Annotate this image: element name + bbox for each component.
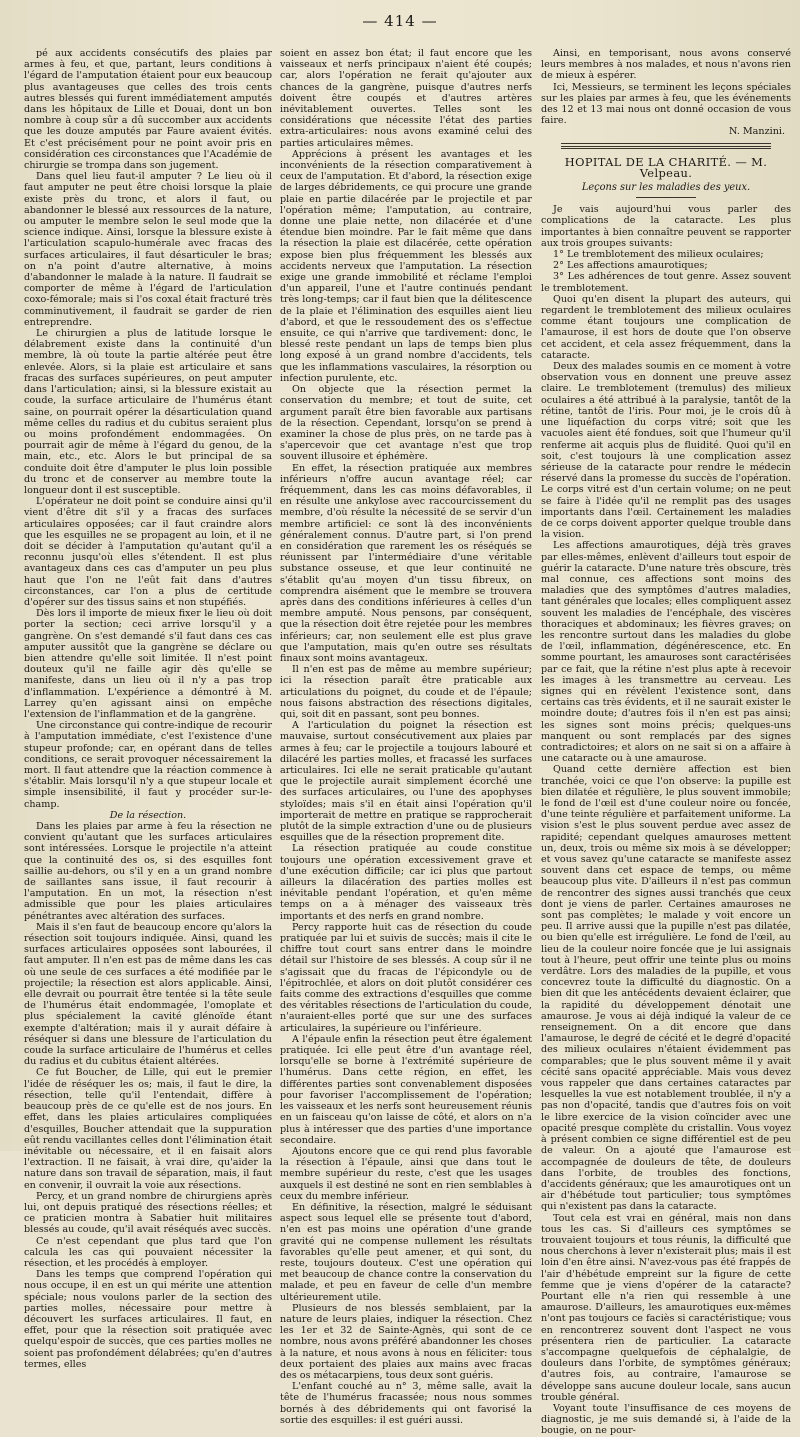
paragraph: Tout cela est vrai en général, mais non dans tous les cas. Si d'ailleurs ces symptômes se trouvaient toujours et tous réunis, la difficulté que nous cherchons à lever n'existerait plus; mais il est loin d'en être ainsi. N'avez-vous pas été frappés de l'air d'hébétude empreint sur la figure de cette femme que je viens d'opérer de la cataracte? Pourtant elle n'a rien qui ressemble à une amaurose. D'ailleurs, les amaurotiques eux-mêmes n'ont pas toujours ce faciès si caractéristique; vous en rencontrerez souvent dont l'aspect ne vous présentera rien de particulier. La cataracte s'accompagne quelquefois de céphalalgie, de douleurs dans l'orbite, de symptômes généraux; d'autres fois, au contraire, l'amaurose se développe sans aucune douleur locale, sans aucun trouble général. — [541, 1212, 791, 1403]
section-title: De la résection. — [109, 809, 187, 821]
list-item: 3° Les adhérences de tout genre. Assez souvent le tremblotement. — [541, 271, 791, 294]
paragraph: Ajoutons encore que ce qui rend plus favorable la résection à l'épaule, ainsi que dans tout le membre supérieur du reste, c'est que les usages auxquels il est destiné ne sont en rien semblables à ceux du membre inférieur. — [280, 1145, 532, 1202]
paragraph: Ici, Messieurs, se terminent les leçons spéciales sur les plaies par armes à feu, que les événements des 12 et 13 mai nous ont donné occasion de vous faire. — [541, 81, 791, 127]
paragraph: A l'épaule enfin la résection peut être également pratiquée. Ici elle peut être d'un avantage réel, lorsqu'elle se borne à l'extrémité supérieure de l'humérus. Dans cette région, en effet, les différentes parties sont convenablement disposées pour favoriser l'accomplissement de l'opération; les vaisseaux et les nerfs sont heureusement réunis en un faisceau qu'on laisse de côté, et alors on n'a plus à intéresser que des parties d'une importance secondaire. — [280, 1033, 532, 1146]
paragraph: Le chirurgien a plus de latitude lorsque le délabrement existe dans la continuité d'un membre, là où toute la partie altérée peut être enlevée. Alors, si la plaie est articulaire et sans fracas des surfaces supérieures, on peut amputer dans l'articulation; ainsi, si la blessure existait au coude, la surface articulaire de l'humérus étant saine, on pourrait opérer la désarticulation quand même celles du radius et du cubitus seraient plus ou moins profondément endommagées. On pourrait agir de même à l'égard du genou, de la main, etc., etc. Alors le but principal de sa conduite doit être d'amputer le plus loin possible du tronc et de conserver au membre toute la longueur dont il est susceptible. — [24, 328, 272, 496]
paragraph: Percy rapporte huit cas de résection du coude pratiquée par lui et suivis de succès; mais il cite le chiffre tout court sans entrer dans le moindre détail sur l'histoire de ses blessés. A coup sûr il ne s'agissait que du fracas de l'épicondyle ou de l'épitrochlée, et alors on doit plutôt considérer ces faits comme des extractions d'esquilles que comme des véritables résections de l'articulation du coude, n'auraient-elles porté que sur une des surfaces articulaires, la supérieure ou l'inférieure. — [280, 921, 532, 1034]
paragraph: En effet, la résection pratiquée aux membres inférieurs n'offre aucun avantage réel; car fréquemment, dans les cas moins défavorables, il en résulte une ankylose avec raccourcissement du membre, d'où résulte la nécessité de se servir d'un membre artificiel: ce sont là des inconvénients généralement connus. D'autre part, si l'on prend en considération que rarement les os réséqués se réunissent par l'intermédiaire d'une véritable substance osseuse, et que leur continuité ne s'établit qu'au moyen d'un tissu fibreux, on comprendra aisément que le membre se trouvera après dans des conditions inférieures à celles d'un membre amputé. Nous pensons, par conséquent, que la résection doit être rejetée pour les membres inférieurs; car, non seulement elle est plus grave que l'amputation, mais qu'en outre ses résultats finaux sont moins avantageux. — [280, 462, 532, 664]
paragraph: Il n'en est pas de même au membre supérieur; ici la résection paraît être praticable aux articulations du poignet, du coude et de l'épaule; nous faisons abstraction des résections digitales, qui, soit dit en passant, sont peu bonnes. — [280, 664, 532, 720]
section-divider — [561, 143, 771, 149]
paragraph: Quoi qu'en disent la plupart des auteurs, qui regardent le tremblotement des milieux oculaires comme étant toujours une complication de l'amaurose, il est hors de doute que l'on observe cet accident, et cela assez fréquemment, dans la cataracte. — [541, 293, 791, 361]
paragraph: Ainsi, en temporisant, nous avons conservé leurs membres à nos malades, et nous n'avons rien de mieux à espérer. — [541, 48, 791, 82]
column-left — [24, 48, 272, 1370]
paragraph: soient en assez bon état; il faut encore que les vaisseaux et nerfs principaux n'aient été coupés; car, alors l'opération ne ferait qu'ajouter aux chances de la gangrène, puisque d'autres nerfs doivent être coupés et d'autres artères inévitablement ouvertes. Telles sont les considérations que nécessite l'état des parties extra-articulaires: nous avons examiné celui des parties articulaires mêmes. — [280, 48, 532, 149]
lecture-title: Leçons sur les maladies des yeux. — [581, 182, 751, 194]
list-item: 1° Le tremblotement des milieux oculaires; — [553, 249, 764, 261]
hospital-heading: HOPITAL DE LA CHARITÉ. — M. Velpeau. — [564, 154, 768, 180]
paragraph: Je vais aujourd'hui vous parler des complications de la cataracte. Les plus importantes à bien connaître peuvent se rapporter aux trois groupes suivants: — [541, 204, 791, 249]
paragraph: pé aux accidents consécutifs des plaies par armes à feu, et que, partant, leurs conditions à l'égard de l'amputation étaient pour eux beaucoup plus avantageuses que celles des trois cents autres blessés qui furent immédiatement amputés dans les hôpitaux de Lille et Douai, dont un bon nombre à coup sûr a dû succomber aux accidents que les douze amputés par Faure avaient évités. Et c'est précisément pour ne point avoir pris en considération ces circonstances que l'Académie de chirurgie se trompa dans son jugement. — [24, 48, 272, 172]
paragraph: Dès lors il importe de mieux fixer le lieu où doit porter la section; ceci arrive lorsqu'il y a gangrène. On s'est demandé s'il faut dans ces cas amputer aussitôt que la gangrène se déclare ou bien attendre qu'elle soit limitée. Il n'est point douteux qu'il ne faille agir dès qu'elle se manifeste, dans un lieu où il n'y a pas trop d'inflammation. L'expérience a démontré à M. Larrey qu'en agissant ainsi on empêche l'extension de l'inflammation et de la gangrène. — [24, 608, 272, 720]
paragraph: Percy, et un grand nombre de chirurgiens après lui, ont depuis pratiqué des résections réelles; et ce praticien montra à Sabatier huit militaires blessés au coude, qu'il avait réséqués avec succès. — [24, 1190, 272, 1236]
paragraph: Apprécions à présent les avantages et les inconvénients de la résection comparativement à ceux de l'amputation. Et d'abord, la résection exige de larges débridements, ce qui procure une grande plaie en partie dilacérée par le projectile et par l'opération même; l'amputation, au contraire, donne une plaie nette, non dilacérée et d'une étendue bien moindre. Par le fait même que dans la résection la plaie est dilacérée, cette opération expose bien plus fréquemment les blessés aux accidents nerveux que l'amputation. La résection exige une grande immobilité et réclame l'emploi d'un appareil, l'une et l'autre continués pendant très long-temps; car il faut bien que la délitescence de la plaie et l'élimination des esquilles aient lieu d'abord, et que le ressoudement des os s'effectue ensuite, ce qui n'arrive que tardivement: donc, le blessé reste pendant un laps de temps bien plus long exposé à un grand nombre d'accidents, tels que les inflammations vasculaires, la résorption ou infection purulente, etc. — [280, 148, 532, 384]
paragraph: Ce n'est cependant que plus tard que l'on calcula les cas qui pouvaient nécessiter la résection, et les procédés à employer. — [24, 1235, 272, 1269]
paragraph: Ce fut Boucher, de Lille, qui eut le premier l'idée de réséquer les os; mais, il faut le dire, la résection, telle qu'il l'entendait, diffère à beaucoup près de ce qu'elle est de nos jours. En effet, dans les plaies articulaires compliquées d'esquilles, Boucher attendait que la suppuration eût rendu vacillantes celles dont l'élimination était inévitable ou nécessaire, et il en faisait alors l'extraction. Il ne faisait, à vrai dire, qu'aider la nature dans son travail de séparation, mais, il faut en convenir, il ouvrait la voie aux résections. — [24, 1067, 272, 1191]
paragraph: A l'articulation du poignet la résection est mauvaise, surtout consécutivement aux plaies par armes à feu; car le projectile a toujours labouré et dilacéré les parties molles, et fracassé les surfaces articulaires. Ici elle ne serait praticable qu'autant que le projectile aurait simplement écorché une des surfaces articulaires, ou l'une des apophyses styloïdes; mais s'il en était ainsi l'opération qu'il importerait de mettre en pratique se rapprocherait plutôt de la simple extraction d'une ou de plusieurs esquilles que de la résection proprement dite. — [280, 720, 532, 844]
paragraph: Mais il s'en faut de beaucoup encore qu'alors la résection soit toujours indiquée. Ainsi, quand les surfaces articulaires opposées sont labourées, il faut amputer. Il n'en est pas de même dans les cas où une seule de ces surfaces a été modifiée par le projectile; la résection est alors applicable. Ainsi, elle devrait ou pourrait être tentée si la tête seule de l'humérus était endommagée, l'omoplate et plus spécialement la cavité glénoïde étant exempte d'altération; mais il y aurait défaire à réséquer si dans une blessure de l'articulation du coude la surface articulaire de l'humérus et celles du radius et du cubitus étaient altérées. — [24, 921, 272, 1068]
paragraph: Voyant toute l'insuffisance de ces moyens de diagnostic, je me suis demandé si, à l'aide de la bougie, on ne pour- — [541, 1402, 791, 1437]
paragraph: Dans les temps que comprend l'opération qui nous occupe, il en est un qui mérite une attention spéciale; nous voulons parler de la section des parties molles, nécessaire pour mettre à découvert les surfaces articulaires. Il faut, en effet, pour que la résection soit pratiquée avec quelqu'espoir de succès, que ces parties molles ne soient pas profondément délabrées; qu'en d'autres termes, elles — [24, 1269, 272, 1370]
paragraph: Dans quel lieu faut-il amputer ? Le lieu où il faut amputer ne peut être choisi lorsque la plaie existe près du tronc, et alors il faut, ou abandonner le blessé aux ressources de la nature, ou amputer le membre selon le seul mode que la science indique. Ainsi, lorsque la blessure existe à l'articulation scapulo-humérale avec fracas des surfaces articulaires, il faut désarticuler le bras; on n'a point d'autre alternative, à moins d'abandonner le malade à la nature. Il faudrait se comporter de même à l'égard de l'articulation coxo-fémorale; mais si l'os coxal était fracturé très comminutivement, il faudrait se garder de rien entreprendre. — [24, 171, 272, 328]
paragraph: Une circonstance qui contre-indique de recourir à l'amputation immédiate, c'est l'existence d'une stupeur profonde; car, en opérant dans de telles conditions, ce serait provoquer nécessairement la mort. Il faut attendre que la réaction commence à s'établir. Mais lorsqu'il n'y a que stupeur locale et simple insensibilité, il faut y procéder sur-le-champ. — [24, 720, 272, 810]
paragraph: L'opérateur ne doit point se conduire ainsi qu'il vient d'être dit s'il y a fracas des surfaces articulaires opposées; car il faut craindre alors que les esquilles ne se propagent au loin, et il ne doit se décider à l'amputation qu'autant qu'il a reconnu jusqu'où elles s'étendent. Il est plus avantageux dans ces cas d'amputer un peu plus haut que l'on ne l'eût fait dans d'autres circonstances, car l'on a plus de certitude d'opérer sur des tissus sains et non stupéfiés. — [24, 496, 272, 608]
page-number: — 414 — — [362, 12, 438, 30]
column-middle — [280, 48, 532, 1426]
list-item: 2° Les affections amaurotiques; — [553, 260, 708, 272]
paragraph: Deux des malades soumis en ce moment à votre observation vous en donnent une preuve assez claire. Le tremblotement (tremulus) des milieux oculaires a été attribué à la paralysie, tantôt de la rétine, tantôt de l'iris. Pour moi, je le crois dû à une liquéfaction du corps vitré; soit que les vacuoles aient été fondues, soit que l'humeur qu'il renferme ait acquis plus de fluidité. Quoi qu'il en soit, c'est toujours là une complication assez sérieuse de la cataracte pour rendre le médecin réservé dans la promesse du succès de l'opération. Le corps vitré est d'un certain volume; on ne peut se faire à l'idée qu'il ne remplit pas des usages importants dans l'œil. Certainement les maladies de ce corps doivent apporter quelque trouble dans la vision. — [541, 361, 791, 541]
paragraph: Plusieurs de nos blessés semblaient, par la nature de leurs plaies, indiquer la résection. Chez les 1er et 32 de Sainte-Agnès, qui sont de ce nombre, nous avons préféré abandonner les choses à la nature, et nous avons à nous en féliciter: tous deux portaient des plaies aux mains avec fracas des os métacarpiens, tous deux sont guéris. — [280, 1302, 532, 1381]
column-right — [541, 48, 791, 1437]
paragraph: Quand cette dernière affection est bien tranchée, voici ce que l'on observe: la pupille est bien dilatée et régulière, le plus souvent immobile; le fond de l'œil est d'une couleur noire ou foncée, d'une teinte régulière et parfaitement uniforme. La vision s'est le plus souvent perdue avec assez de rapidité; cependant quelques amauroses mettent un, deux, trois ou même six mois à se développer; et vous savez qu'une cataracte se manifeste assez souvent dans cet espace de temps, ou même beaucoup plus vite. D'ailleurs il n'est pas commun de rencontrer des signes aussi tranchés que ceux dont je viens de parler. Certaines amauroses ne sont pas complètes; le malade y voit encore un peu. Il arrive aussi que la pupille n'est pas dilatée, ou bien qu'elle est irrégulière. Le fond de l'œil, au lieu de la couleur noire foncée que je lui assignais tout à l'heure, peut offrir une teinte plus ou moins verdâtre. Lors des maladies de la pupille, et vous concevrez toute la difficulté du diagnostic. On a bien dit que les antécédents devaient éclairer, que la rapidité du développement dénotait une amaurose. Je vous ai déjà indiqué la valeur de ce renseignement. On a dit encore que dans l'amaurose, le degré de cécité et le degré d'opacité des milieux oculaires n'étaient évidemment pas comparables; que le plus souvent même il y avait cécité sans opacité appréciable. Mais vous devez vous rappeler que dans certaines cataractes par lesquelles la vue est notablement troublée, il n'y a pas non d'opacité, tandis que d'autres fois on voit le libre exercice de la vision coïncider avec une opacité presque complète du cristallin. Vous voyez à présent combien ce signe différentiel est de peu de valeur. On a ajouté que l'amaurose est accompagnée de douleurs de tête, de douleurs dans l'orbite, de troubles des fonctions, d'accidents généraux; que les amaurotiques ont un air d'hébétude tout particulier; tous symptômes qui n'existent pas dans la cataracte. — [541, 764, 791, 1213]
short-divider — [636, 197, 696, 198]
paragraph: L'enfant couché au n° 3, même salle, avait la tête de l'humérus fracassée; nous nous sommes bornés à des débridements qui ont favorisé la sortie des esquilles: il est guéri aussi. — [280, 1381, 532, 1426]
paragraph: Les affections amaurotiques, déjà très graves par elles-mêmes, enlèvent d'ailleurs tout espoir de guérir la cataracte. D'une nature très obscure, très mal connue, ces affections sont moins des maladies que des symptômes d'autres maladies, tant générales que locales; elles compliquent assez souvent les maladies de l'encéphale, des viscères thoraciques et abdominaux; les fièvres graves; on les rencontre surtout dans les maladies du globe de l'œil, inflammation, dégénérescence, etc. En somme pourtant, les amauroses sont caractérisées par ce fait, que la rétine n'est plus apte à recevoir les images à les transmettre au cerveau. Les signes qui en révèlent l'existence sont, dans certains cas très évidents, et il ne saurait exister le moindre doute; d'autres fois il n'en est pas ainsi; les signes sont moins précis; quelques-uns manquent ou sont remplacés par des signes contradictoires; et alors on ne sait si on a affaire à une cataracte ou à une amaurose. — [541, 540, 791, 765]
paragraph: Dans les plaies par arme à feu la résection ne convient qu'autant que les surfaces articulaires sont intéressées. Lorsque le projectile n'a atteint que la continuité des os, si des esquilles font saillie au-dehors, ou s'il y en a un grand nombre de saillantes sans issue, il faut recourir à l'amputation. En un mot, la résection n'est admissible que pour les plaies articulaires pénétrantes avec altération des surfaces. — [24, 821, 272, 922]
paragraph: On objecte que la résection permet la conservation du membre; et tout de suite, cet argument paraît être bien favorable aux partisans de la résection. Cependant, lorsqu'on se prend à examiner la chose de plus près, on ne tarde pas à s'apercevoir que cet avantage n'est que trop souvent illusoire et éphémère. — [280, 384, 532, 463]
paragraph: En définitive, la résection, malgré le séduisant aspect sous lequel elle se présente tout d'abord, n'en est pas moins une opération d'une grande gravité qui ne compense nullement les résultats favorables qu'elle peut amener, et qui sont, du reste, toujours douteux. C'est une opération qui met beaucoup de chance contre la conservation du malade, et peu en faveur de celle d'un membre ultérieurement utile. — [280, 1201, 532, 1303]
paragraph: La résection pratiquée au coude constitue toujours une opération excessivement grave et d'une exécution difficile; car ici plus que partout ailleurs la dilacération des parties molles est inévitable pendant l'opération, et qu'en même temps on a à ménager des vaisseaux très importants et des nerfs en grand nombre. — [280, 843, 532, 922]
signature: N. Manzini. — [728, 126, 785, 138]
